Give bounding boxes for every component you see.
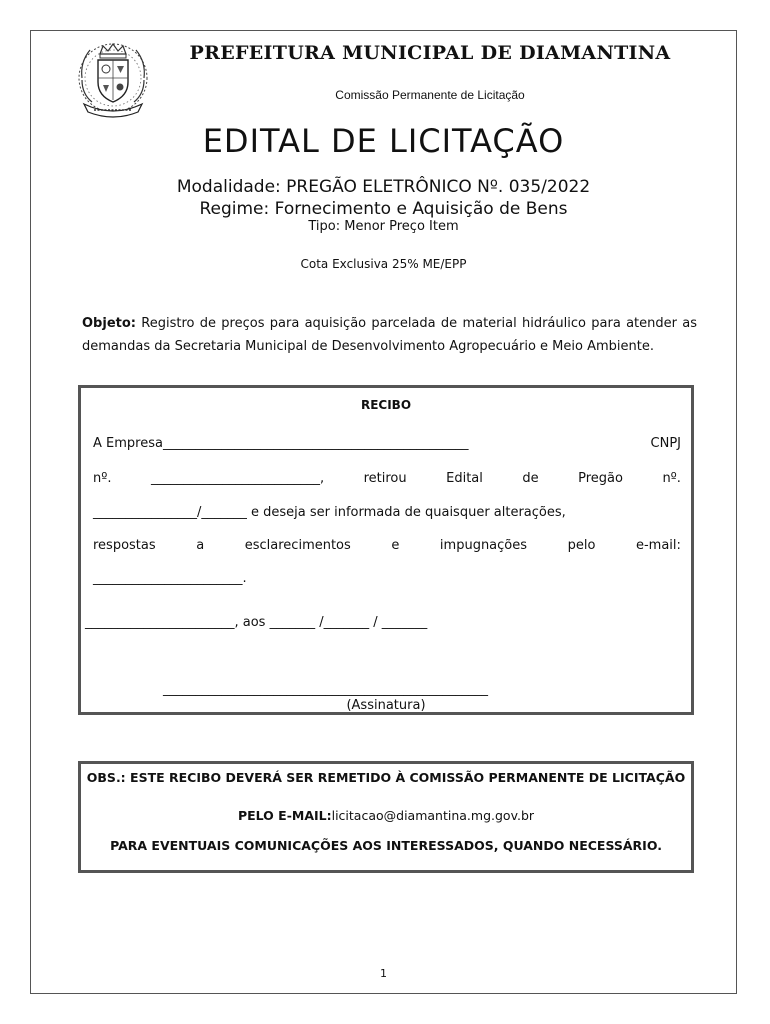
email-address[interactable]: licitacao@diamantina.mg.gov.br: [331, 808, 535, 823]
word: a: [196, 538, 205, 553]
recibo-line-respostas: [93, 538, 681, 553]
commission-subtitle: Comissão Permanente de Licitação: [335, 88, 525, 102]
empresa-field[interactable]: A Empresa_______________________________________________: [93, 436, 469, 451]
cnpj-label: CNPJ: [650, 436, 681, 451]
document-title: EDITAL DE LICITAÇÃO: [202, 122, 565, 160]
tipo-line: Tipo: Menor Preço Item: [308, 219, 459, 234]
recibo-line-cnpj: [93, 471, 681, 486]
coat-of-arms-icon: [72, 38, 154, 120]
word: esclarecimentos: [244, 538, 351, 553]
word: impugnações: [439, 538, 528, 553]
objeto-text: Registro de preços para aquisição parcelada de material hidráulico para atender as demandas da Secretaria Municipal de Desenvolvimento Agropecuário e Meio Ambiente.: [82, 316, 697, 354]
word: nº.: [93, 471, 112, 486]
recibo-title: RECIBO: [360, 398, 412, 412]
obs-box: [78, 761, 694, 873]
obs-email-line: [81, 808, 691, 823]
email-field[interactable]: _______________________.: [93, 571, 247, 586]
word: e: [391, 538, 400, 553]
word: de: [522, 471, 539, 486]
objeto-paragraph: [82, 312, 697, 358]
word: nº.: [662, 471, 681, 486]
word: pelo: [567, 538, 596, 553]
word: respostas: [93, 538, 156, 553]
recibo-box: [78, 385, 694, 715]
obs-notice: OBS.: ESTE RECIBO DEVERÁ SER REMETIDO À COMISSÃO PERMANENTE DE LICITAÇÃO: [86, 770, 686, 785]
cota-line: Cota Exclusiva 25% ME/EPP: [300, 257, 467, 271]
pregao-number-field[interactable]: ________________/_______ e deseja ser informada de quaisquer alterações,: [93, 505, 566, 520]
modalidade-line: Modalidade: PREGÃO ELETRÔNICO Nº. 035/2022: [176, 177, 591, 197]
email-label: PELO E-MAIL:: [237, 808, 332, 823]
objeto-label: Objeto:: [82, 316, 136, 331]
word: e-mail:: [635, 538, 681, 553]
page-number: 1: [380, 967, 387, 980]
obs-communications: PARA EVENTUAIS COMUNICAÇÕES AOS INTERESSADOS, QUANDO NECESSÁRIO.: [110, 838, 662, 853]
signature-label: (Assinatura): [346, 698, 426, 713]
recibo-line-empresa: [93, 436, 681, 451]
date-line[interactable]: _______________________, aos _______ /_______ / _______: [85, 615, 428, 630]
cnpj-field[interactable]: __________________________,: [150, 471, 325, 486]
word: Pregão: [578, 471, 623, 486]
regime-line: Regime: Fornecimento e Aquisição de Bens: [199, 199, 568, 219]
word: retirou: [363, 471, 407, 486]
municipality-title: PREFEITURA MUNICIPAL DE DIAMANTINA: [189, 42, 671, 64]
signature-line[interactable]: __________________________________________________: [163, 682, 488, 697]
word: Edital: [446, 471, 483, 486]
